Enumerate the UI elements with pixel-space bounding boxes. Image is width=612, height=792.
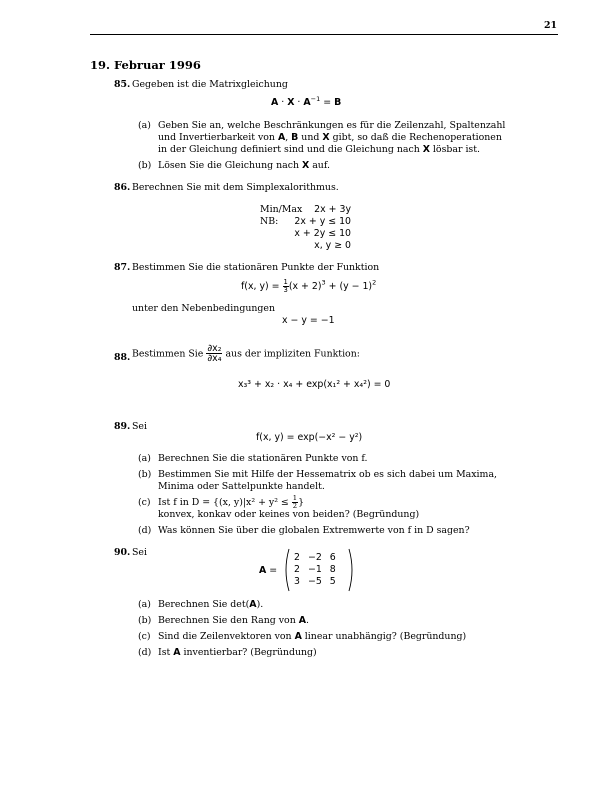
problem-90-a-text: Berechnen Sie det(A). xyxy=(158,599,264,610)
fraction-one-third: $\frac{1}{3}$ xyxy=(283,278,288,294)
problem-90-b-label: (b) xyxy=(138,615,152,626)
matrix-cell: 6 xyxy=(329,552,336,563)
problem-85-b-text: Lösen Sie die Gleichung nach X auf. xyxy=(158,160,330,171)
problem-89-b-line1: Bestimmen Sie mit Hilfe der Hessematrix ob es sich dabei um Maxima, xyxy=(158,469,498,480)
page-number: 21 xyxy=(543,20,557,31)
problem-85-a-line2: und Invertierbarkeit von A, B und X gibt, so daß die Rechenoperationen xyxy=(158,132,502,143)
partial-derivative-fraction: $\frac{\text{∂x₂}}{\text{∂x₄}}$ xyxy=(207,343,222,365)
problem-90-c-label: (c) xyxy=(138,631,151,642)
problem-86-number: 86. xyxy=(114,182,131,193)
matrix-cell: 2 xyxy=(294,563,300,575)
matrix-cell: 8 xyxy=(329,563,336,575)
fraction-one-half: $\frac{1}{2}$ xyxy=(292,494,298,510)
problem-90-a-label: (a) xyxy=(138,599,151,610)
problem-89-c-line2: konvex, konkav oder keines von beiden? (Begründung) xyxy=(158,509,420,520)
eq-matrix-x: X xyxy=(287,97,295,108)
problem-90-b-text: Berechnen Sie den Rang von A. xyxy=(158,615,309,626)
problem-89-b-label: (b) xyxy=(138,469,152,480)
simplex-row1-expr: 2x + 3y xyxy=(314,204,351,215)
matrix-cell: −1 xyxy=(307,563,322,575)
eq-matrix-a: A xyxy=(271,97,279,108)
problem-85-b-label: (b) xyxy=(138,160,152,171)
simplex-row4-expr: x, y ≥ 0 xyxy=(314,240,351,251)
problem-88-equation: x₃³ + x₂ · x₄ + exp(x₁² + x₄²) = 0 xyxy=(238,379,391,390)
problem-85-equation: $A \cdot X \cdot A^{-1} = B$ xyxy=(271,94,342,108)
problem-87-middle-text: unter den Nebenbedingungen xyxy=(132,303,276,314)
matrix-label: A = xyxy=(259,565,278,576)
problem-85-a-line1: Geben Sie an, welche Beschränkungen es für die Zeilenzahl, Spaltenzahl xyxy=(158,120,506,131)
header-rule xyxy=(90,34,558,35)
problem-87-number: 87. xyxy=(114,262,131,273)
problem-87-constraint: x − y = −1 xyxy=(282,315,335,326)
problem-89-c-label: (c) xyxy=(138,497,151,508)
problem-89-b-line2: Minima oder Sattelpunkte handelt. xyxy=(158,481,325,492)
problem-89-intro: Sei xyxy=(132,421,147,432)
problem-90-d-text: Ist A inventierbar? (Begründung) xyxy=(158,647,317,658)
problem-90-c-text: Sind die Zeilenvektoren von A linear unabhängig? (Begründung) xyxy=(158,631,467,642)
problem-89-d-text: Was können Sie über die globalen Extremwerte von f in D sagen? xyxy=(158,525,470,536)
problem-88-intro: Bestimmen Sie $\frac{\text{∂x₂}}{\text{∂x₄}}$ aus der impliziten Funktion: xyxy=(132,343,360,365)
right-paren-icon xyxy=(348,548,356,592)
matrix-row xyxy=(290,564,340,576)
matrix-table xyxy=(290,552,340,587)
problem-89-a-label: (a) xyxy=(138,453,151,464)
problem-90-d-label: (d) xyxy=(138,647,152,658)
problem-86-intro: Berechnen Sie mit dem Simplexalorithmus. xyxy=(132,182,339,193)
problem-85-a-line3: in der Gleichung definiert sind und die Gleichung nach X lösbar ist. xyxy=(158,144,480,155)
problem-89-a-text: Berechnen Sie die stationären Punkte von f. xyxy=(158,453,368,464)
problem-89-number: 89. xyxy=(114,421,131,432)
simplex-row2-label: NB: xyxy=(260,216,279,227)
left-paren-icon xyxy=(282,548,290,592)
problem-87-intro: Bestimmen Sie die stationären Punkte der Funktion xyxy=(132,262,380,273)
problem-87-function: f(x, y) = $\frac{1}{3}$ $(x + 2)^3 + (y - 1)^2$ xyxy=(241,278,377,294)
simplex-row3-expr: x + 2y ≤ 10 xyxy=(294,228,351,239)
simplex-row1-label: Min/Max xyxy=(260,204,303,215)
matrix-cell: −5 xyxy=(307,575,322,587)
matrix-cell: 2 xyxy=(294,552,300,563)
matrix-cell: 3 xyxy=(294,575,300,587)
problem-85-number: 85. xyxy=(114,79,131,90)
matrix-cell: −2 xyxy=(307,552,322,563)
problem-85-a-label: (a) xyxy=(138,120,151,131)
problem-85-intro: Gegeben ist die Matrixgleichung xyxy=(132,79,288,90)
problem-89-d-label: (d) xyxy=(138,525,152,536)
matrix-row xyxy=(290,552,340,564)
date-heading: 19. Februar 1996 xyxy=(90,58,201,72)
problem-89-function: f(x, y) = exp(−x² − y²) xyxy=(256,432,363,443)
matrix-row xyxy=(290,576,340,588)
problem-89-c-line1: Ist f in D = {(x, y)|x² + y² ≤ $\frac{1}{2}$ } xyxy=(158,494,305,510)
problem-90-number: 90. xyxy=(114,547,131,558)
problem-88-number: 88. xyxy=(114,352,131,363)
matrix-cell: 5 xyxy=(329,575,336,587)
simplex-row2-expr: 2x + y ≤ 10 xyxy=(294,216,351,227)
problem-90-intro: Sei xyxy=(132,547,147,558)
